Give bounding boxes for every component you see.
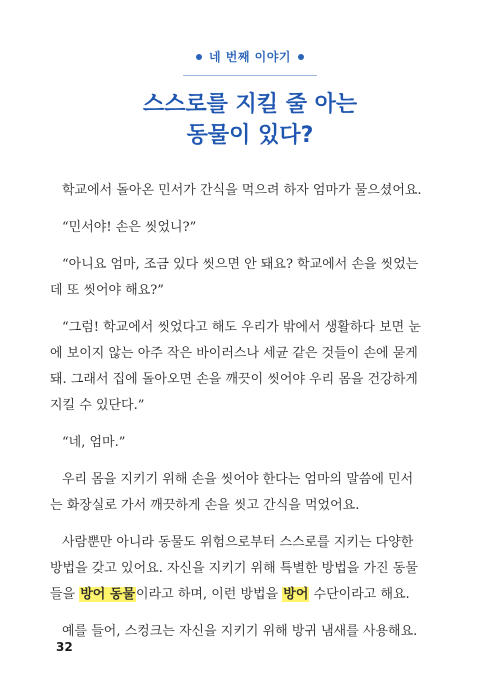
text-line: “민서야! 손은 씻었니?” bbox=[62, 220, 197, 235]
paragraph bbox=[50, 530, 442, 608]
paragraph bbox=[50, 252, 442, 304]
title-line: 동물이 있다? bbox=[186, 123, 314, 148]
bullet-dot-icon bbox=[196, 54, 202, 60]
text-line: “아니요 엄마, 조금 있다 씻으면 안 돼요? 학교에서 손을 씻었는 bbox=[62, 257, 419, 272]
chapter-tag bbox=[0, 48, 500, 65]
text-segment: 수단이라고 해요. bbox=[309, 587, 410, 602]
text-line: 우리 몸을 지키기 위해 손을 씻어야 한다는 엄마의 말씀에 민서 bbox=[62, 472, 414, 487]
paragraph bbox=[56, 215, 442, 241]
paragraph bbox=[50, 315, 442, 419]
text-line: 에 보이지 않는 아주 작은 바이러스나 세균 같은 것들이 손에 묻게 bbox=[50, 346, 418, 361]
text-line bbox=[50, 582, 442, 608]
text-line: 데 또 씻어야 해요?” bbox=[50, 283, 164, 298]
text-segment: 이라고 하며, 이런 방법을 bbox=[136, 587, 283, 602]
text-line: 방법을 갖고 있어요. 자신을 지키기 위해 특별한 방법을 가진 동물 bbox=[50, 561, 418, 576]
page-number: 32 bbox=[56, 640, 73, 654]
bullet-dot-icon bbox=[298, 54, 304, 60]
text-line: 사람뿐만 아니라 동물도 위험으로부터 스스로를 지키는 다양한 bbox=[62, 535, 414, 550]
page-title bbox=[0, 89, 500, 151]
text-line: 돼. 그래서 집에 돌아오면 손을 깨끗이 씻어야 우리 몸을 건강하게 bbox=[50, 372, 418, 387]
title-line: 스스로를 지킬 줄 아는 bbox=[142, 92, 358, 117]
title-divider bbox=[183, 75, 317, 76]
highlighted-term: 방어 bbox=[283, 587, 309, 602]
text-segment: 들을 bbox=[50, 587, 80, 602]
text-line: “그럼! 학교에서 씻었다고 해도 우리가 밖에서 생활하다 보면 눈 bbox=[62, 320, 421, 335]
text-line: “네, 엄마.” bbox=[62, 435, 126, 450]
paragraph bbox=[50, 467, 442, 519]
text-line: 는 화장실로 가서 깨끗하게 손을 씻고 간식을 먹었어요. bbox=[50, 498, 360, 513]
chapter-label: 네 번째 이야기 bbox=[209, 50, 291, 64]
paragraph bbox=[56, 430, 442, 456]
paragraph bbox=[56, 619, 442, 645]
paragraph bbox=[56, 178, 442, 204]
body-text bbox=[50, 178, 442, 656]
text-line: 학교에서 돌아온 민서가 간식을 먹으려 하자 엄마가 물으셨어요. bbox=[62, 183, 422, 198]
highlighted-term: 방어 동물 bbox=[80, 587, 136, 602]
text-line: 예를 들어, 스컹크는 자신을 지키기 위해 방귀 냄새를 사용해요. bbox=[62, 624, 418, 639]
text-line: 지킬 수 있단다.” bbox=[50, 398, 145, 413]
